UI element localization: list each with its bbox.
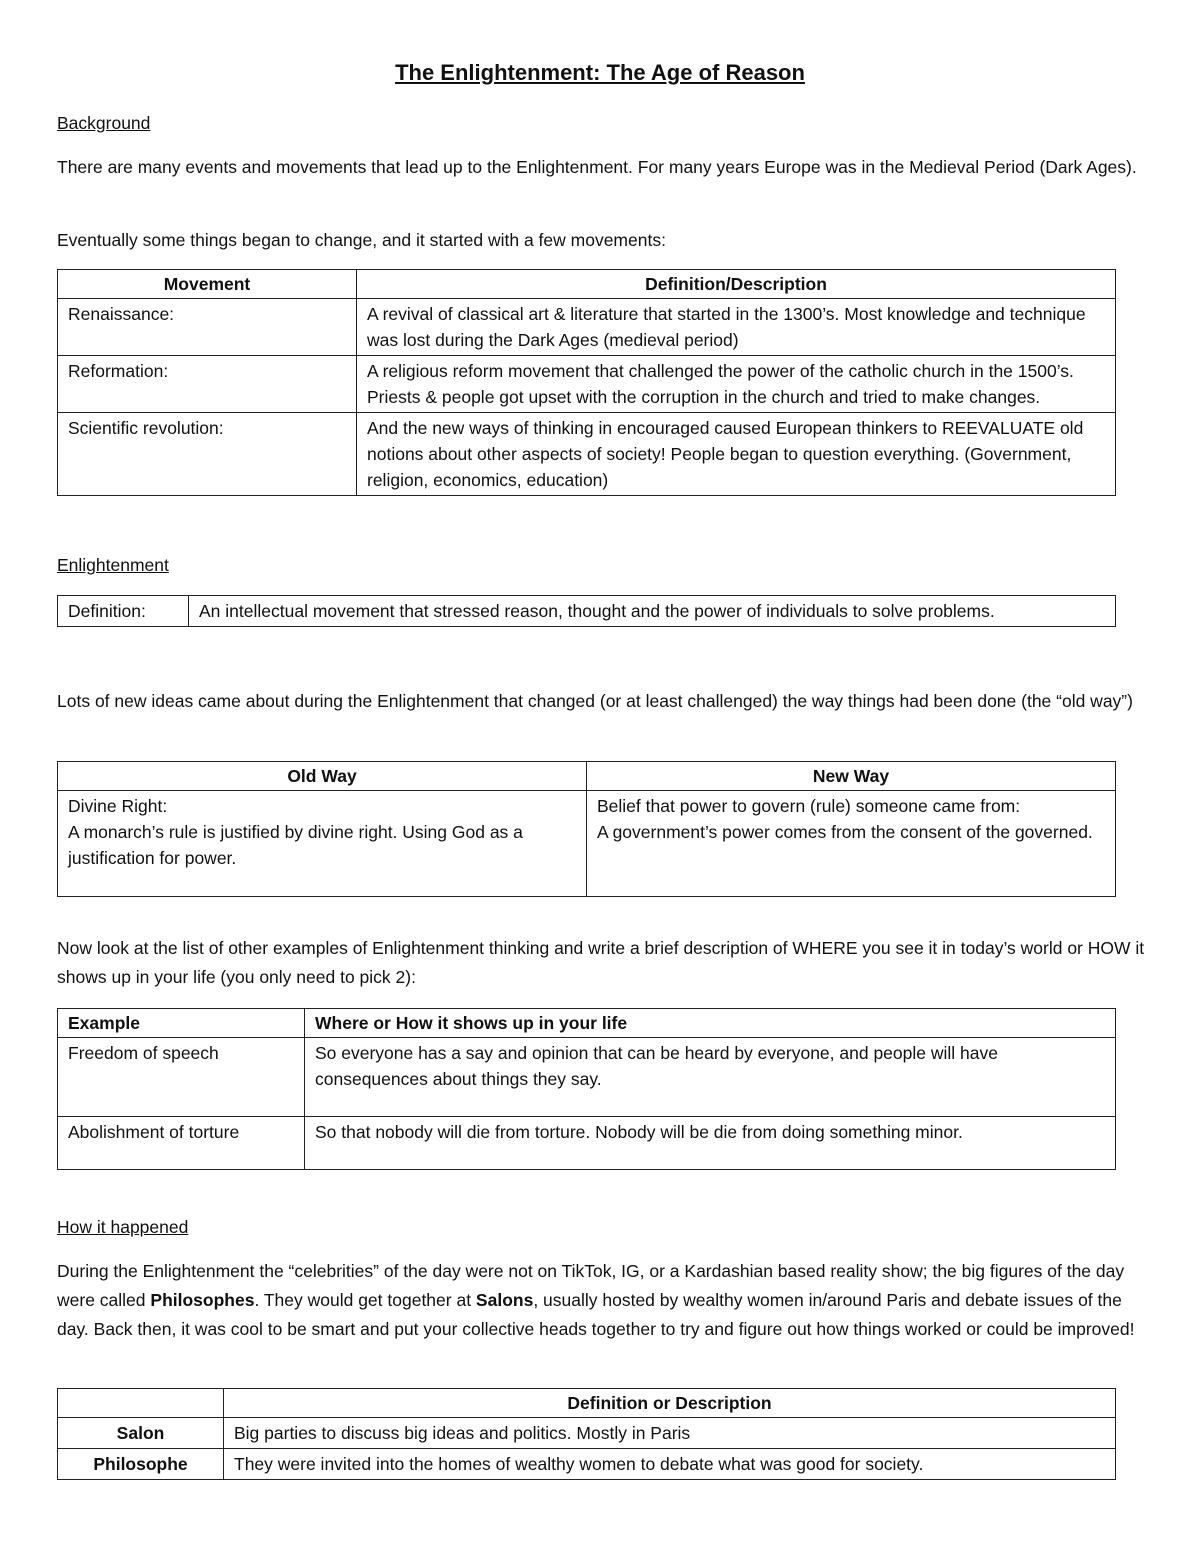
- example-name: Abolishment of torture: [58, 1117, 305, 1170]
- table-row: [58, 1117, 1116, 1170]
- table-row: [58, 596, 1116, 627]
- example-answer: So everyone has a say and opinion that can be heard by everyone, and people will have consequences about things they say.: [305, 1038, 1116, 1117]
- column-header-movement: Movement: [58, 270, 357, 299]
- enlightenment-heading: Enlightenment: [57, 555, 169, 575]
- new-way-text: A government’s power comes from the consent of the governed.: [597, 822, 1093, 842]
- background-heading: Background: [57, 113, 151, 133]
- background-paragraph: There are many events and movements that lead up to the Enlightenment. For many years Europe was in the Medieval Period (Dark Ages).: [57, 157, 1137, 177]
- table-row: [58, 1449, 1116, 1480]
- definition-label: Definition:: [58, 596, 189, 627]
- movement-name: Renaissance:: [58, 299, 357, 356]
- movements-intro: Eventually some things began to change, and it started with a few movements:: [57, 230, 666, 250]
- old-way-title: Divine Right:: [68, 796, 168, 816]
- examples-table: [57, 1008, 1116, 1170]
- ways-table: [57, 761, 1116, 897]
- table-row: [58, 791, 1116, 897]
- term-name: Salon: [58, 1418, 224, 1449]
- column-header-definition-description: Definition or Description: [224, 1389, 1116, 1418]
- page-title: The Enlightenment: The Age of Reason: [395, 60, 805, 85]
- table-row: [58, 356, 1116, 413]
- salons-term: Salons: [475, 1290, 534, 1310]
- definition-table: [57, 595, 1116, 627]
- table-row: [58, 1418, 1116, 1449]
- how-paragraph: [57, 1257, 1147, 1344]
- movement-name: Reformation:: [58, 356, 357, 413]
- ideas-paragraph: Lots of new ideas came about during the Enlightenment that changed (or at least challenged) the way things had been done (the “old way”): [57, 691, 1133, 711]
- ways-header-row: [58, 762, 1116, 791]
- term-definition: They were invited into the homes of wealthy women to debate what was good for society.: [224, 1449, 1116, 1480]
- how-text-3: , usually hosted by wealthy women in/around Paris and debate issues of the day. Back then, it was cool to be smart and put your collective heads together to try and figure out how things worked or could be improved!: [57, 1290, 1135, 1339]
- column-header-where-how: Where or How it shows up in your life: [305, 1009, 1116, 1038]
- movement-name: Scientific revolution:: [58, 413, 357, 496]
- how-text-2: . They would get together at: [254, 1290, 476, 1310]
- table-row: [58, 413, 1116, 496]
- movements-table: [57, 269, 1116, 496]
- example-name: Freedom of speech: [58, 1038, 305, 1117]
- movement-description: And the new ways of thinking in encouraged caused European thinkers to REEVALUATE old notions about other aspects of society! People began to question everything. (Government, religion, economics, education): [357, 413, 1116, 496]
- how-text-1: During the Enlightenment the “celebrities” of the day were not on TikTok, IG, or a Kardashian based reality show; the big figures of the day were called: [57, 1261, 1125, 1310]
- column-header-definition: Definition/Description: [357, 270, 1116, 299]
- old-way-text: A monarch’s rule is justified by divine right. Using God as a justification for power.: [68, 822, 523, 868]
- term-definition: Big parties to discuss big ideas and politics. Mostly in Paris: [224, 1418, 1116, 1449]
- example-answer: So that nobody will die from torture. Nobody will be die from doing something minor.: [305, 1117, 1116, 1170]
- examples-paragraph: Now look at the list of other examples of Enlightenment thinking and write a brief description of WHERE you see it in today’s world or HOW it shows up in your life (you only need to pick 2):: [57, 938, 1145, 987]
- term-name: Philosophe: [58, 1449, 224, 1480]
- new-way-title: Belief that power to govern (rule) someone came from:: [597, 796, 1021, 816]
- new-way-cell: [587, 791, 1116, 897]
- philosophes-term: Philosophes: [150, 1290, 255, 1310]
- examples-header-row: [58, 1009, 1116, 1038]
- how-heading: How it happened: [57, 1217, 189, 1237]
- table-row: [58, 299, 1116, 356]
- movement-description: A revival of classical art & literature that started in the 1300’s. Most knowledge and technique was lost during the Dark Ages (medieval period): [357, 299, 1116, 356]
- movements-header-row: [58, 270, 1116, 299]
- terms-header-row: [58, 1389, 1116, 1418]
- column-header-old-way: Old Way: [58, 762, 587, 791]
- old-way-cell: [58, 791, 587, 897]
- empty-header: [58, 1389, 224, 1418]
- movement-description: A religious reform movement that challenged the power of the catholic church in the 1500’s. Priests & people got upset with the corruption in the church and tried to make changes.: [357, 356, 1116, 413]
- table-row: [58, 1038, 1116, 1117]
- column-header-example: Example: [58, 1009, 305, 1038]
- definition-text: An intellectual movement that stressed reason, thought and the power of individuals to solve problems.: [189, 596, 1116, 627]
- column-header-new-way: New Way: [587, 762, 1116, 791]
- terms-table: [57, 1388, 1116, 1480]
